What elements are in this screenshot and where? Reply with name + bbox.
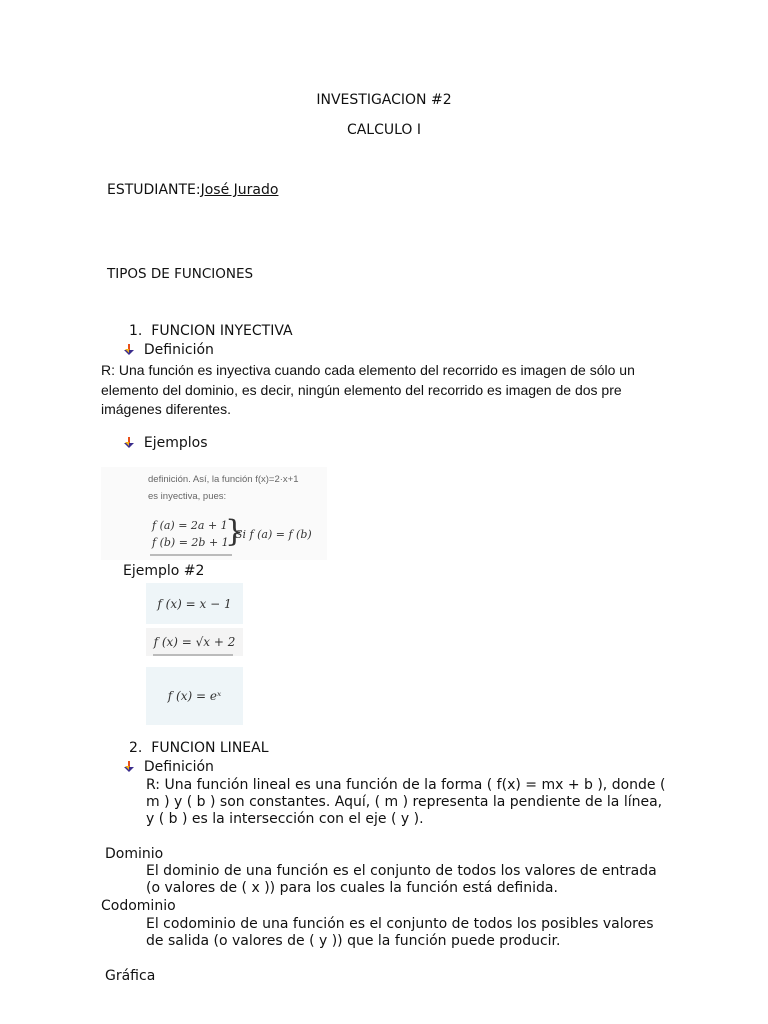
examples-heading xyxy=(123,435,208,451)
arrow-bullet-icon xyxy=(123,761,135,773)
math-eq-1: f (x) = x − 1 xyxy=(157,596,232,611)
list-number: 1. xyxy=(129,323,143,339)
definition-label: Definición xyxy=(143,759,214,775)
examples-label: Ejemplos xyxy=(143,435,208,451)
definition-heading-2 xyxy=(123,759,214,775)
grafica-label: Gráfica xyxy=(105,968,156,984)
arrow-bullet-icon xyxy=(123,437,135,449)
example-image-eq1: f (a) = 2a + 1 xyxy=(152,519,228,532)
math-box-1 xyxy=(146,583,243,624)
list-number: 2. xyxy=(129,740,143,756)
codominio-text: El codominio de una función es el conjunto de todos los posibles valores de salida (o valores de ( y )) que la función puede producir. xyxy=(146,916,654,949)
example2-label: Ejemplo #2 xyxy=(123,563,205,579)
codominio-label: Codominio xyxy=(101,898,176,914)
example-image-line1: definición. Así, la función f(x)=2·x+1 xyxy=(148,474,299,485)
arrow-bullet-icon xyxy=(123,344,135,356)
student-label: ESTUDIANTE: xyxy=(107,182,201,198)
definition-text-1: R: Una función es inyectiva cuando cada elemento del recorrido es imagen de sólo un elemento del dominio, es decir, ningún elemento del recorrido es imagen de dos pre imágenes diferentes. xyxy=(101,362,635,417)
example-image-inyectiva xyxy=(101,467,327,560)
list-title: FUNCION LINEAL xyxy=(151,740,269,756)
list-item-lineal xyxy=(129,740,269,756)
example-image-underline xyxy=(150,554,232,556)
example-image-condition: Si f (a) = f (b) xyxy=(235,528,312,541)
example-image-eq2: f (b) = 2b + 1 xyxy=(152,536,229,549)
definition-text-2: R: Una función lineal es una función de la forma ( f(x) = mx + b ), donde ( m ) y ( b ) son constantes. Aquí, ( m ) representa la pendiente de la línea, y ( b ) es la intersección con el eje ( y ). xyxy=(146,777,666,827)
student-line xyxy=(107,182,278,198)
list-item-inyectiva xyxy=(129,323,293,339)
math-box-2-underline xyxy=(153,654,233,656)
document-subtitle: CALCULO I xyxy=(346,122,422,138)
example-image-brace: } xyxy=(225,514,245,549)
section-title: TIPOS DE FUNCIONES xyxy=(107,266,254,282)
math-box-3 xyxy=(146,667,243,725)
definition-label: Definición xyxy=(143,342,214,358)
math-box-2 xyxy=(146,628,243,656)
example-image-line2: es inyectiva, pues: xyxy=(148,491,227,502)
dominio-label: Dominio xyxy=(105,846,164,862)
list-title: FUNCION INYECTIVA xyxy=(151,323,293,339)
document-title: INVESTIGACION #2 xyxy=(316,92,452,108)
student-name: José Jurado xyxy=(200,182,279,198)
dominio-text: El dominio de una función es el conjunto de todos los valores de entrada (o valores de ( x )) para los cuales la función está definida. xyxy=(146,863,657,896)
math-eq-3: f (x) = eˣ xyxy=(167,689,222,703)
math-eq-2: f (x) = √x + 2 xyxy=(153,635,236,649)
definition-heading-1 xyxy=(123,342,214,358)
